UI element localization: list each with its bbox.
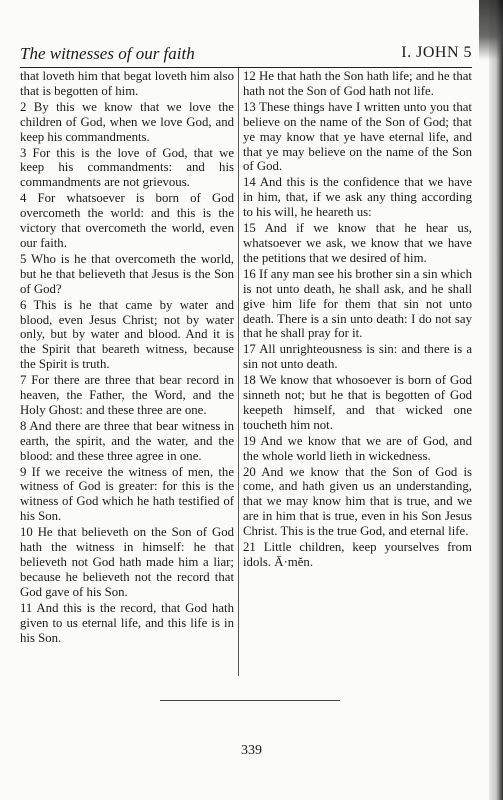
verse-20: 20 And we know that the Son of God is come, and hath given us an understanding, that we may know him that is true, and we are in him that is true, even in his Son Jesus Christ. This is the true God, and eternal life.: [243, 464, 472, 539]
verse-14: 14 And this is the confidence that we have in him, that, if we ask any thing according to his will, he heareth us:: [243, 175, 472, 220]
verse-17: 17 All unrighteousness is sin: and there is a sin not unto death.: [243, 342, 472, 372]
left-column: [20, 69, 234, 646]
verse-6: 6 This is he that came by water and blood, even Jesus Christ; not by water only, but by water and blood. And it is the Spirit that beareth witness, because the Spirit is truth.: [20, 297, 234, 372]
running-title: The witnesses of our faith: [20, 44, 195, 63]
verse-7: 7 For there are three that bear record in heaven, the Father, the Word, and the Holy Ghost: and these three are one.: [20, 373, 234, 417]
verse-21: 21 Little children, keep yourselves from idols. Ā·mĕn.: [243, 540, 472, 569]
footer-rule: [160, 700, 340, 701]
page-edge-shadow: [489, 0, 503, 800]
verse-13: 13 These things have I written unto you that believe on the name of the Son of God; that ye may know that ye have eternal life, and that ye may believe on the name of the Son of God.: [243, 99, 472, 174]
verse-10: 10 He that believeth on the Son of God hath the witness in himself: he that believeth not God hath made him a liar; because he believeth not the record that God gave of his Son.: [20, 525, 234, 599]
verse-2: 2 By this we know that we love the children of God, when we love God, and keep his commandments.: [20, 99, 234, 144]
verse-3: 3 For this is the love of God, that we keep his commandments: and his commandments are not grievous.: [20, 145, 234, 190]
page-number: 339: [241, 743, 262, 758]
verse-16: 16 If any man see his brother sin a sin which is not unto death, he shall ask, and he shall give him life for them that sin not unto death. There is a sin unto death: I do not say that he shall pray for it.: [243, 266, 472, 341]
verse-11: 11 And this is the record, that God hath given to us eternal life, and this life is in his Son.: [20, 600, 234, 645]
verse-8: 8 And there are three that bear witness in earth, the spirit, and the water, and the blood: and these three agree in one.: [20, 418, 234, 463]
verse-19: 19 And we know that we are of God, and the whole world lieth in wickedness.: [243, 433, 472, 463]
header-rule: [20, 67, 472, 68]
verse-continuation: that loveth him that begat loveth him also that is begotten of him.: [20, 69, 234, 98]
verse-12: 12 He that hath the Son hath life; and he that hath not the Son of God hath not life.: [243, 69, 472, 98]
verse-4: 4 For whatsoever is born of God overcometh the world: and this is the victory that overcometh the world, even our faith.: [20, 191, 234, 250]
right-column: [243, 69, 472, 571]
verse-5: 5 Who is he that overcometh the world, but he that believeth that Jesus is the Son of God?: [20, 251, 234, 296]
column-divider: [238, 68, 239, 676]
verse-15: 15 And if we know that he hear us, whatsoever we ask, we know that we have the petitions that we desired of him.: [243, 221, 472, 265]
verse-18: 18 We know that whosoever is born of God sinneth not; but he that is begotten of God keepeth himself, and that wicked one toucheth him not.: [243, 373, 472, 432]
verse-9: 9 If we receive the witness of men, the witness of God is greater: for this is the witness of God which he hath testified of his Son.: [20, 464, 234, 524]
page-corner-shadow: [479, 0, 503, 60]
book-chapter-label: I. JOHN 5: [401, 44, 472, 61]
running-header: [20, 44, 472, 66]
